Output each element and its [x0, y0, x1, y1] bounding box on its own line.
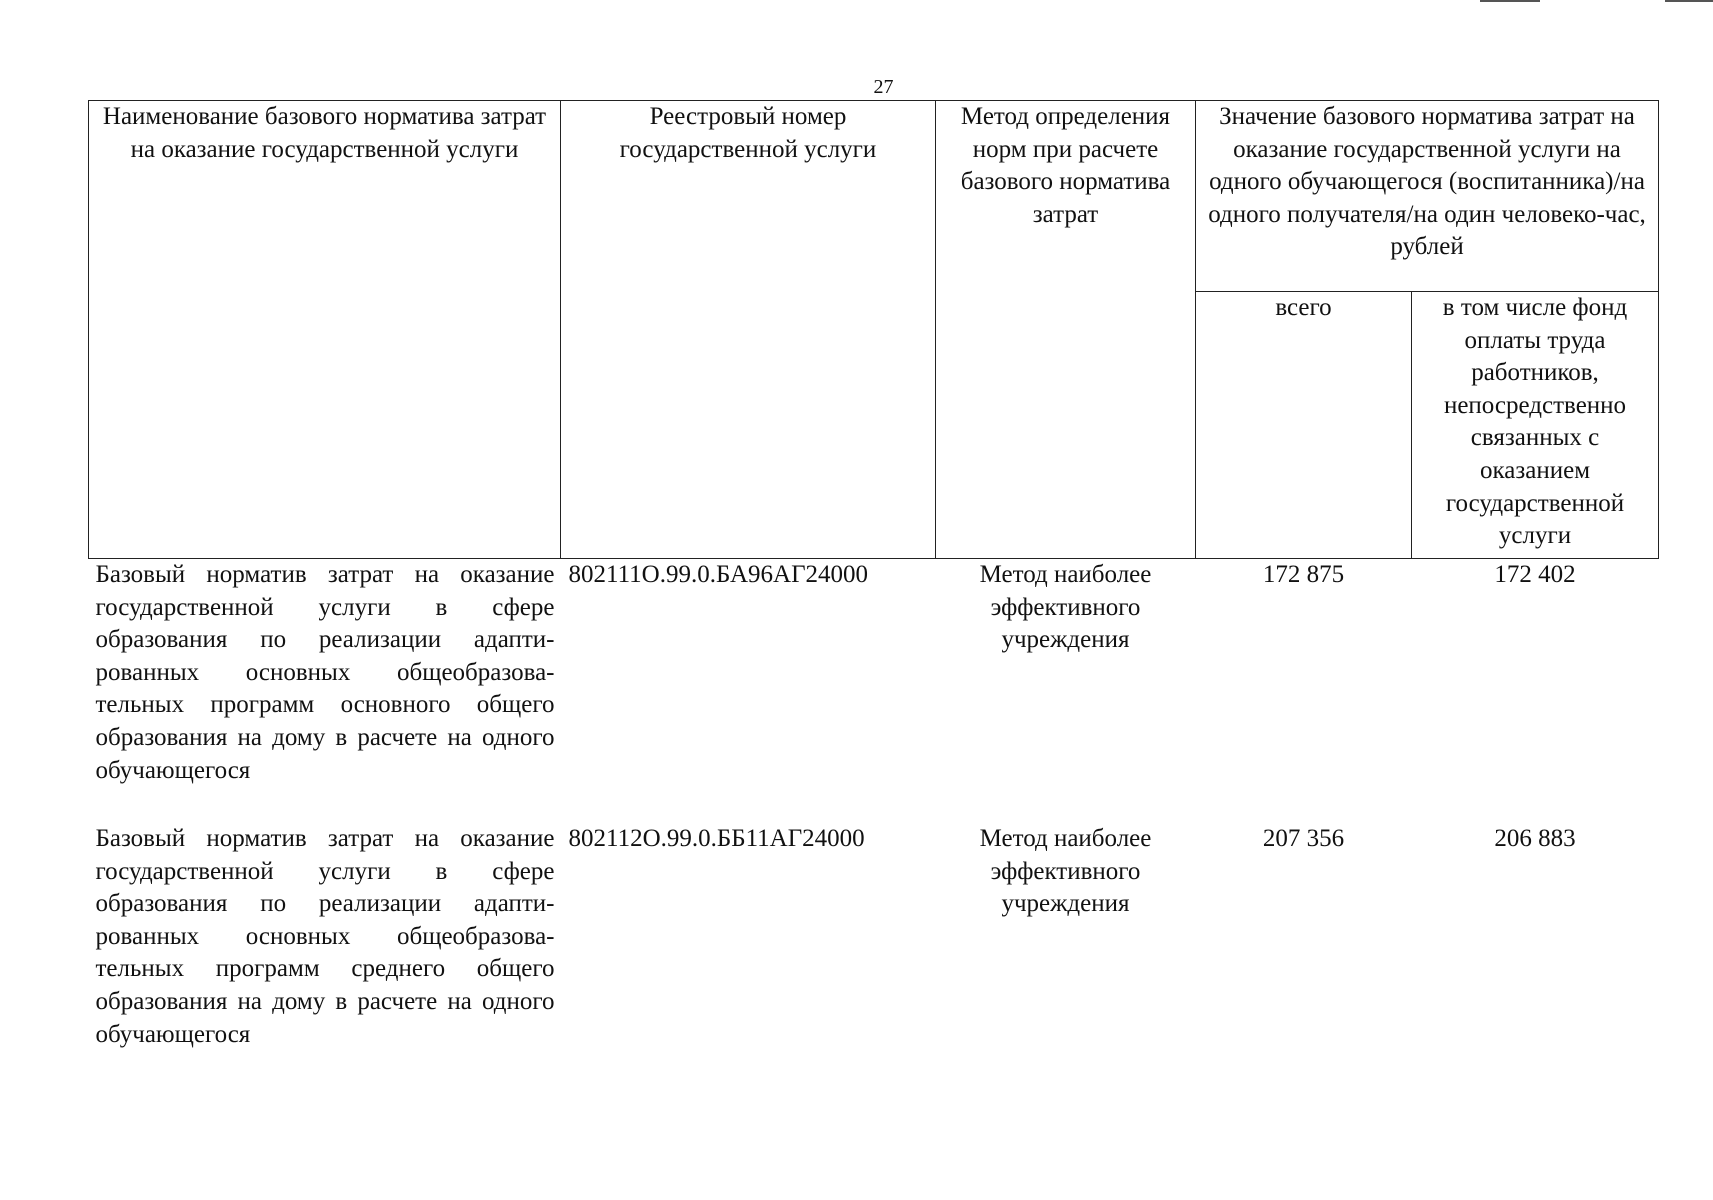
header-total: всего — [1196, 292, 1412, 559]
table-row — [89, 559, 1659, 824]
cost-norms-table — [88, 100, 1659, 1063]
row-payroll: 172 402 — [1494, 561, 1576, 588]
row-registry-number: 802112О.99.0.ББ11АГ24000 — [568, 825, 865, 852]
header-method: Метод определения норм при расчете базового норматива затрат — [936, 101, 1196, 559]
row-name: Базовый норматив затрат на оказание государственной услуги в сфере образования по реализации адапти-рованных основных общеобразова-тельных программ среднего общего образования на дому в расчете на одного обучающегося — [95, 825, 555, 1048]
page-number: 27 — [873, 76, 894, 98]
row-name: Базовый норматив затрат на оказание государственной услуги в сфере образования по реализации адапти-рованных основных общеобразова-тельных программ основного общего образования на дому в расчете на одного обучающегося — [95, 561, 555, 784]
table-body — [89, 559, 1659, 1064]
table-header — [89, 101, 1659, 559]
scan-edge-mark — [1480, 0, 1540, 2]
header-norm-value: Значение базового норматива затрат на оказание государственной услуги на одного обучающегося (воспитанника)/на одного получателя/на один человеко-час, рублей — [1196, 101, 1659, 292]
row-method: Метод наиболее эффективного учреждения — [979, 825, 1152, 918]
header-row — [89, 101, 1659, 292]
row-registry-number: 802111О.99.0.БА96АГ24000 — [568, 561, 869, 588]
row-payroll: 206 883 — [1494, 825, 1576, 852]
header-name: Наименование базового норматива затрат на оказание государственной услуги — [89, 101, 561, 559]
row-method: Метод наиболее эффективного учреждения — [979, 561, 1152, 654]
row-total: 207 356 — [1262, 825, 1345, 852]
header-payroll: в том числе фонд оплаты труда работников, непосредственно связанных с оказанием государственной услуги — [1412, 292, 1659, 559]
scan-edge-mark — [1665, 0, 1713, 2]
row-total: 172 875 — [1262, 561, 1345, 588]
header-registry-number: Реестровый номер государственной услуги — [561, 101, 936, 559]
table-row — [89, 823, 1659, 1063]
